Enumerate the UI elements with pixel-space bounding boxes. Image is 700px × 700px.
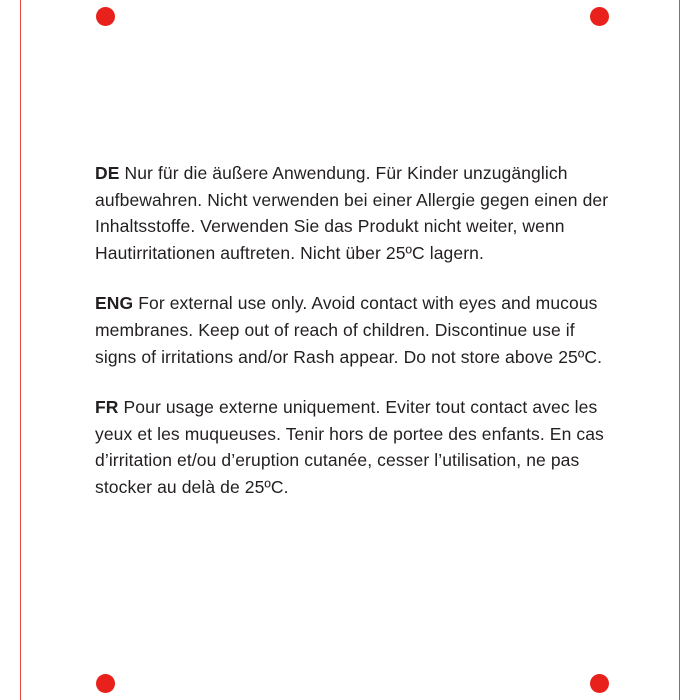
label-text-block [95, 160, 615, 501]
registration-dot-top-right [590, 7, 609, 26]
registration-dot-top-left [96, 7, 115, 26]
trim-line-right [679, 0, 680, 700]
paragraph-eng [95, 290, 615, 370]
paragraph-text-de: Nur für die äußere Anwendung. Für Kinder unzugänglich aufbewahren. Nicht verwenden bei einer Allergie gegen einen der Inhaltsstoffe. Verwenden Sie das Produkt nicht weiter, wenn Hautirritationen auftreten. Nicht über 25ºC lagern. [95, 163, 609, 263]
trim-line-left [20, 0, 21, 700]
paragraph-de [95, 160, 615, 266]
language-label-eng: ENG [95, 293, 134, 314]
registration-dot-bottom-right [590, 674, 609, 693]
paragraph-fr [95, 394, 615, 500]
registration-dot-bottom-left [96, 674, 115, 693]
language-label-fr: FR [95, 397, 119, 418]
paragraph-text-eng: For external use only. Avoid contact with eyes and mucous membranes. Keep out of reach of children. Discontinue use if signs of irritations and/or Rash appear. Do not store above 25ºC. [95, 293, 603, 367]
language-label-de: DE [95, 163, 120, 183]
paragraph-text-fr: Pour usage externe uniquement. Eviter tout contact avec les yeux et les muqueuses. Tenir hors de portee des enfants. En cas d’irritation et/ou d’eruption cutanée, cesser l’utilisation, ne pas stocker au delà de 25ºC. [95, 397, 604, 497]
